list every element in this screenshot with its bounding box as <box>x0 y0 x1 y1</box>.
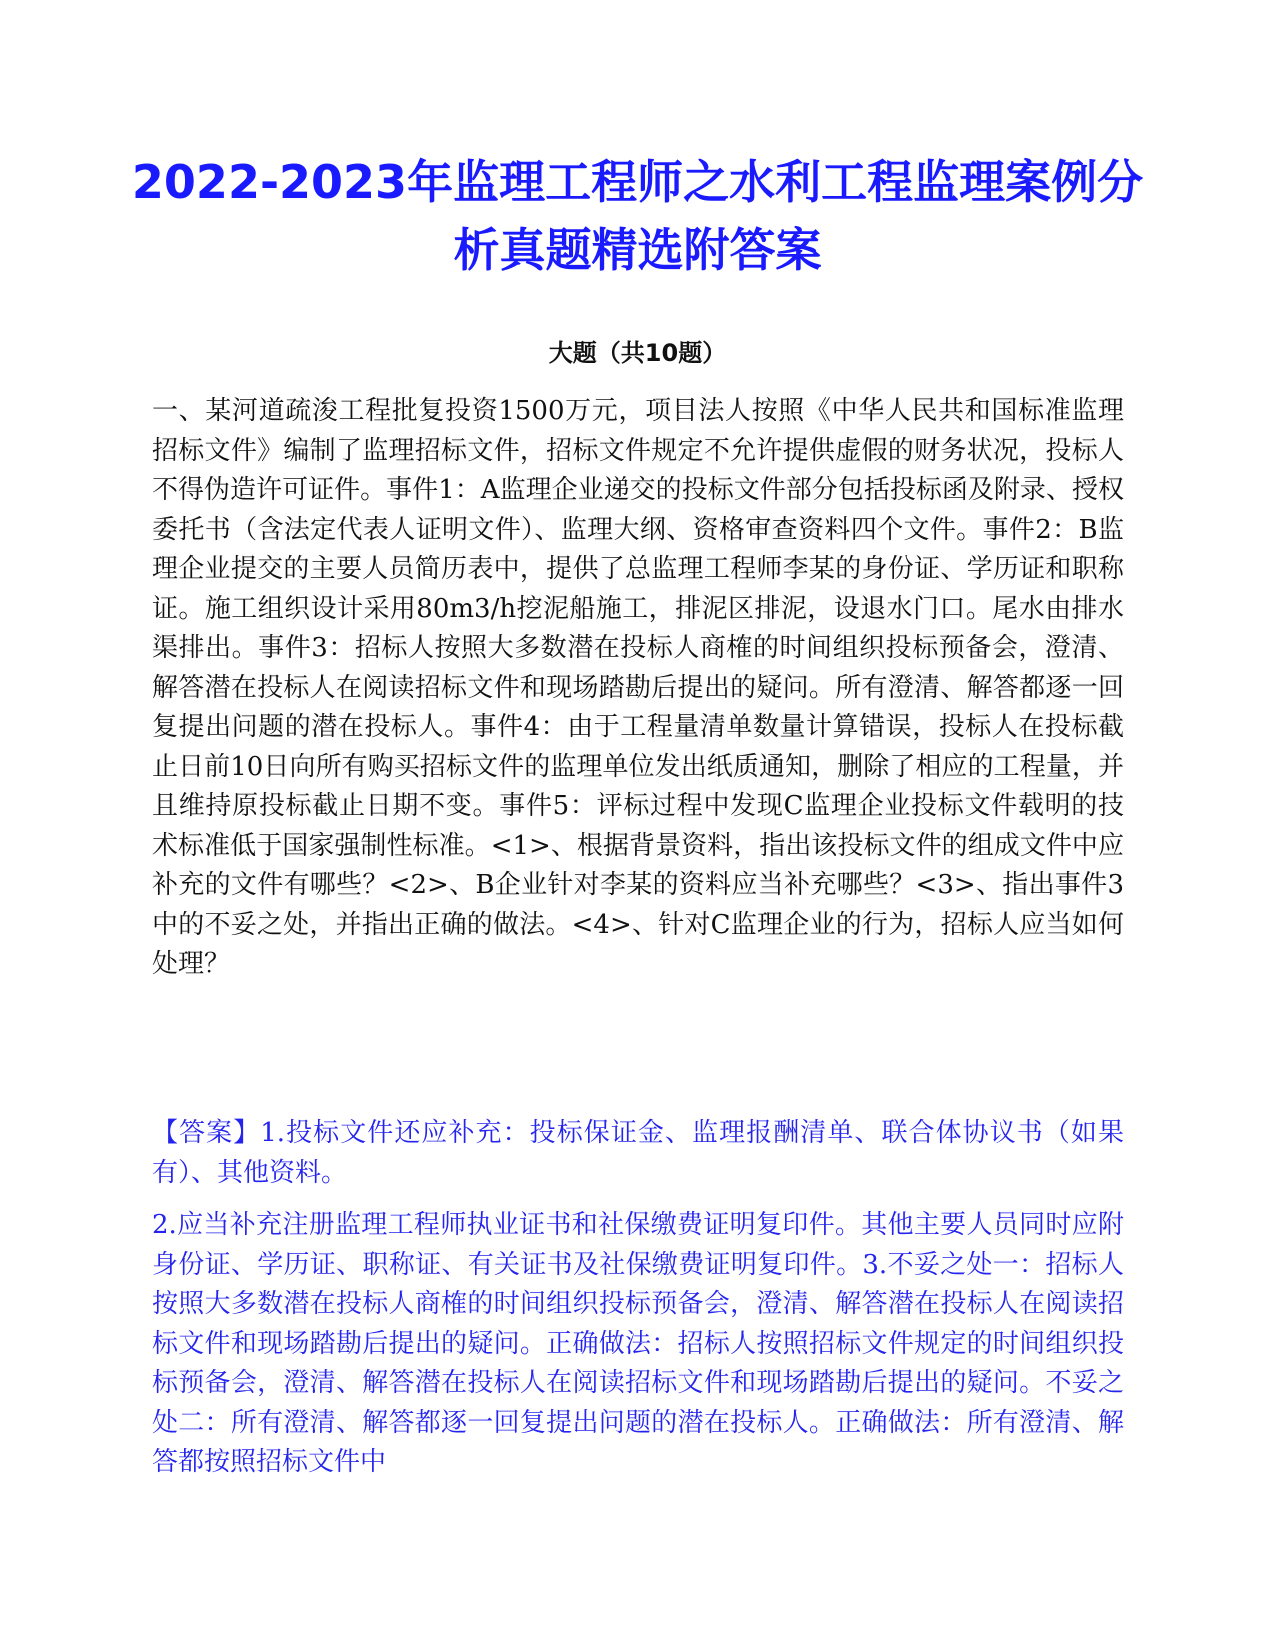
section-heading: 大题（共10题） <box>548 339 727 367</box>
answer-paragraph-2: 2.应当补充注册监理工程师执业证书和社保缴费证明复印件。其他主要人员同时应附身份证、学历证、职称证、有关证书及社保缴费证明复印件。3.不妥之处一：招标人按照大多数潜在投标人商榷的时间组织投标预备会，澄清、解答潜在投标人在阅读招标文件和现场踏勘后提出的疑问。正确做法：招标人按照招标文件规定的时间组织投标预备会，澄清、解答潜在投标人在阅读招标文件和现场踏勘后提出的疑问。不妥之处二：所有澄清、解答都逐一回复提出问题的潜在投标人。正确做法：所有澄清、解答都按照招标文件中 <box>152 1210 1124 1477</box>
answer-paragraph-1: 【答案】1.投标文件还应补充：投标保证金、监理报酬清单、联合体协议书（如果有）、其他资料。 <box>152 1118 1124 1188</box>
document-title: 2022-2023年监理工程师之水利工程监理案例分析真题精选附答案 <box>131 155 1144 277</box>
question-paragraph: 一、某河道疏浚工程批复投资1500万元，项目法人按照《中华人民共和国标准监理招标文件》编制了监理招标文件，招标文件规定不允许提供虚假的财务状况，投标人不得伪造许可证件。事件1：A监理企业递交的投标文件部分包括投标函及附录、授权委托书（含法定代表人证明文件）、监理大纲、资格审查资料四个文件。事件2：B监理企业提交的主要人员简历表中，提供了总监理工程师李某的身份证、学历证和职称证。施工组织设计采用80m3/h挖泥船施工，排泥区排泥，设退水门口。尾水由排水渠排出。事件3：招标人按照大多数潜在投标人商榷的时间组织投标预备会，澄清、解答潜在投标人在阅读招标文件和现场踏勘后提出的疑问。所有澄清、解答都逐一回复提出问题的潜在投标人。事件4：由于工程量清单数量计算错误，投标人在投标截止日前10日向所有购买招标文件的监理单位发出纸质通知，删除了相应的工程量，并且维持原投标截止日期不变。事件5：评标过程中发现C监理企业投标文件载明的技术标准低于国家强制性标准。<1>、根据背景资料，指出该投标文件的组成文件中应补充的文件有哪些？<2>、B企业针对李某的资料应当补充哪些？<3>、指出事件3中的不妥之处，并指出正确的做法。<4>、针对C监理企业的行为，招标人应当如何处理？ <box>152 396 1124 979</box>
